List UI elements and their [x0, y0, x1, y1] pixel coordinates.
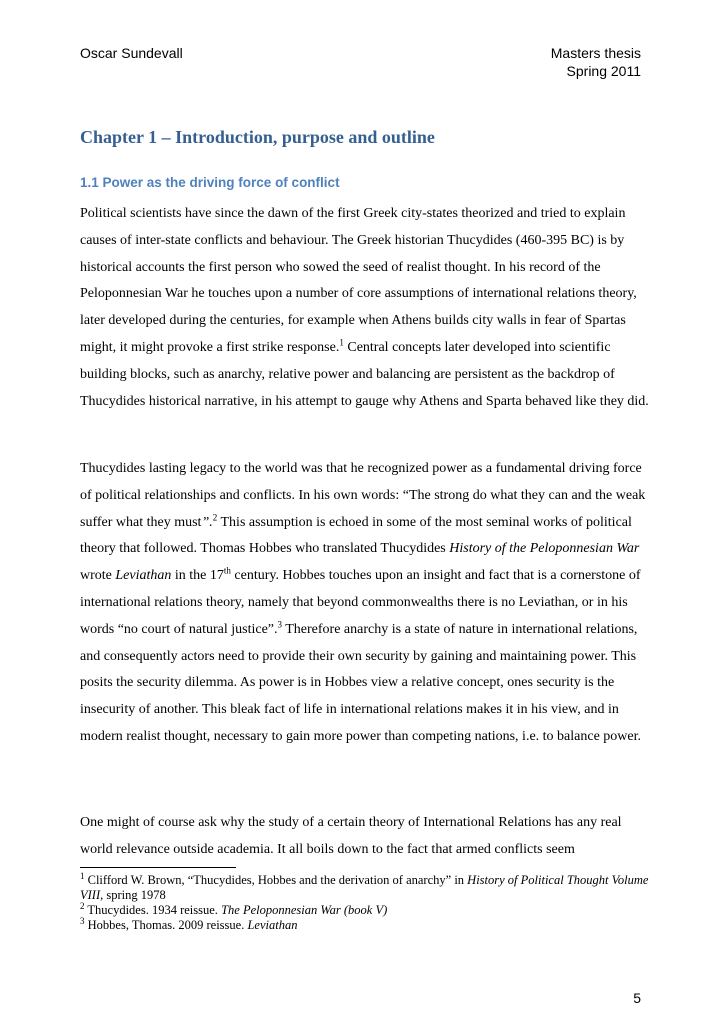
header-doc-type: Masters thesis	[550, 45, 641, 61]
p2-text-d: in the 17	[171, 568, 224, 584]
footnote-ref-1: 1	[339, 337, 344, 348]
footnote-text: Hobbes, Thomas. 2009 reissue.	[84, 918, 248, 932]
page-number: 5	[633, 990, 641, 1006]
footnote-2	[80, 900, 650, 918]
p2-text-c: wrote	[80, 568, 116, 584]
footnote-num: 2	[80, 900, 85, 911]
chapter-title: Chapter 1 – Introduction, purpose and outline	[80, 127, 435, 147]
footnote-ref-3: 3	[277, 619, 282, 630]
footnote-text: Thucydides. 1934 reissue.	[84, 903, 222, 917]
p2-text-a: Thucydides lasting legacy to the world was that he recognized power as a fundamental driving force of political relationships and conflicts. In his own words: “The strong do what they can and the weak suffer what they must	[80, 461, 646, 530]
footnote-num: 3	[80, 915, 85, 926]
footnote-separator	[80, 867, 236, 868]
header-term: Spring 2011	[566, 63, 641, 79]
p2-quote-close: ”.	[201, 514, 213, 530]
book-title-peloponnesian: History of the Peloponnesian War	[449, 541, 640, 557]
header-author: Oscar Sundevall	[80, 45, 183, 61]
p1-text-b: Central concepts later developed into scientific building blocks, such as anarchy, relative power and balancing are persistent as the backdrop of Thucydides historical narrative, in his attempt to gauge why Athens and Sparta behaved like they did.	[80, 339, 649, 409]
footnote-italic: Leviathan	[247, 918, 298, 932]
footnote-1	[80, 870, 650, 903]
footnote-ref-2: 2	[212, 511, 218, 522]
section-title: 1.1 Power as the driving force of conflict	[80, 175, 340, 190]
ordinal-suffix: th	[223, 565, 231, 576]
footnote-italic: The Peloponnesian War (book V)	[221, 903, 388, 917]
paragraph-3: One might of course ask why the study of a certain theory of International Relations has any real world relevance outside academia. It all boils down to the fact that armed conflicts seem	[80, 815, 622, 857]
footnote-tail: , spring 1978	[100, 888, 166, 902]
header-meta	[551, 44, 641, 80]
footnote-italic: History of Political Thought Volume VIII	[80, 873, 649, 902]
footnote-num: 1	[80, 870, 85, 881]
footnote-3	[80, 915, 650, 933]
p2-text-b: This assumption is echoed in some of the most seminal works of political theory that followed. Thomas Hobbes who translated Thucydides	[80, 514, 632, 557]
p2-text-f: Therefore anarchy is a state of nature in international relations, and consequently actors need to provide their own security by gaining and maintaining power. This posits the security dilemma. As power is in Hobbes view a relative concept, ones security is the insecurity of another. This bleak fact of life in international relations makes it in his view, and in modern realist thought, necessary to gain more power than competing nations, i.e. to balance power.	[80, 621, 642, 744]
p1-text-a: Political scientists have since the dawn of the first Greek city-states theorized and tried to explain causes of inter-state conflicts and behaviour. The Greek historian Thucydides (460-395 BC) is by historical accounts the first person who sowed the seed of realist thought. In his record of the Peloponnesian War he touches upon a number of core assumptions of international relations theory, later developed during the centuries, for example when Athens builds city walls in fear of Spartas might, it might provoke a first strike response.	[80, 206, 637, 355]
footnote-text: Clifford W. Brown, “Thucydides, Hobbes and the derivation of anarchy” in	[84, 873, 468, 887]
paragraph-2	[80, 456, 650, 751]
book-title-leviathan: Leviathan	[115, 568, 172, 584]
p2-text-e: century. Hobbes touches upon an insight and fact that is a cornerstone of international relations theory, namely that beyond commonwealths there is no Leviathan, or in his words “no court of natural justice”.	[80, 568, 641, 637]
paragraph-1	[80, 201, 650, 415]
footnotes	[80, 870, 650, 933]
